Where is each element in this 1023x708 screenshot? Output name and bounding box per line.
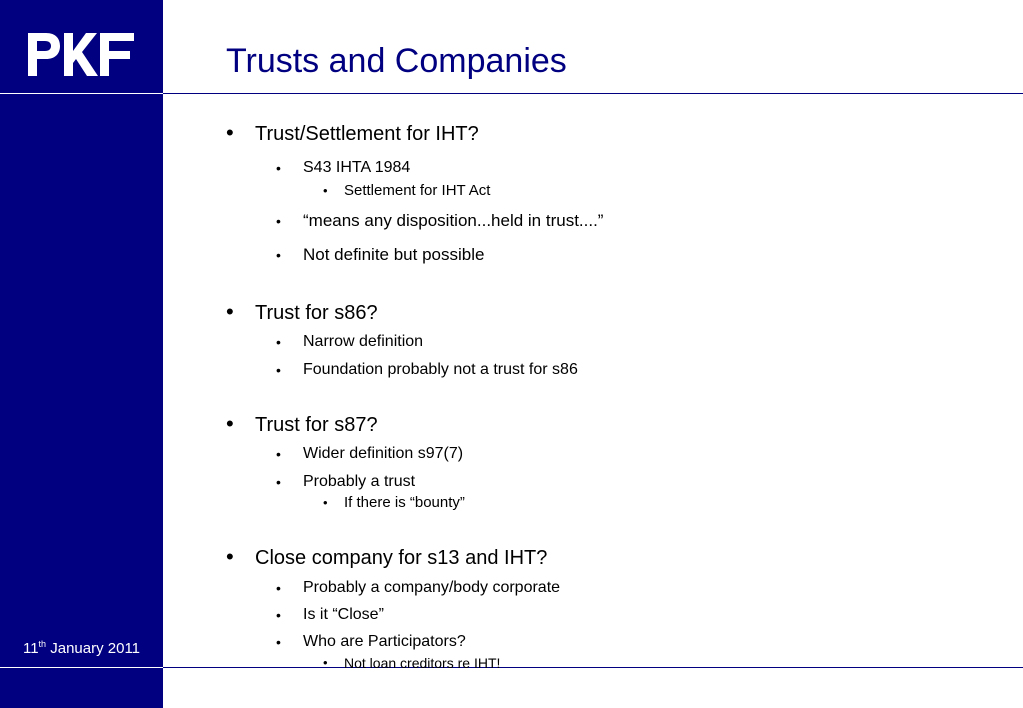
bullet-dot: • [276, 362, 281, 378]
date-rest: January 2011 [50, 640, 141, 657]
bullet-dot: • [276, 334, 281, 350]
bullet-dot: • [276, 247, 281, 263]
bullet-text: Not definite but possible [303, 245, 485, 264]
bullet-text: Is it “Close” [303, 606, 384, 623]
pkf-logo-graphic [24, 30, 136, 80]
footer-rule [163, 667, 1023, 668]
bullet-text: Who are Participators? [303, 633, 466, 650]
bullet-text: Trust/Settlement for IHT? [255, 123, 479, 145]
bullet-dot: • [323, 655, 328, 670]
sidebar-divider-bottom [0, 667, 163, 668]
date-suffix: th [38, 639, 47, 649]
bullet-dot: • [276, 634, 281, 650]
bullet-dot: • [276, 160, 281, 176]
sidebar [0, 0, 163, 708]
bullet-text: Wider definition s97(7) [303, 445, 464, 462]
pkf-logo [24, 30, 136, 80]
bullet-dot: • [276, 607, 281, 623]
sidebar-divider-top [0, 93, 163, 94]
bullet-text: S43 IHTA 1984 [303, 159, 411, 176]
bullet-text: Narrow definition [303, 333, 424, 350]
bullet-dot: • [323, 183, 328, 198]
bullet-dot: • [276, 213, 281, 229]
bullet-dot: • [226, 411, 234, 436]
slide-title: Trusts and Companies [226, 42, 567, 80]
bullet-text: “means any disposition...held in trust....” [303, 211, 604, 230]
date-day: 11 [22, 640, 39, 657]
bullet-text: Probably a company/body corporate [303, 579, 561, 596]
bullet-text: Trust for s87? [255, 414, 378, 436]
bullet-text: Trust for s86? [255, 302, 378, 324]
bullet-text: Not loan creditors re IHT! [344, 655, 501, 671]
bullet-text: If there is “bounty” [344, 494, 465, 511]
bullet-text: Probably a trust [303, 473, 416, 490]
bullet-text: Settlement for IHT Act [344, 182, 491, 199]
bullet-dot: • [226, 544, 234, 569]
bullet-text: Close company for s13 and IHT? [255, 547, 548, 569]
bullet-dot: • [276, 580, 281, 596]
bullet-dot: • [276, 474, 281, 490]
bullet-dot: • [323, 495, 328, 510]
bullet-text: Foundation probably not a trust for s86 [303, 361, 578, 378]
bullet-dot: • [226, 120, 234, 145]
slide-date [0, 639, 163, 659]
bullet-dot: • [226, 299, 234, 324]
title-rule [163, 93, 1023, 94]
bullet-dot: • [276, 446, 281, 462]
